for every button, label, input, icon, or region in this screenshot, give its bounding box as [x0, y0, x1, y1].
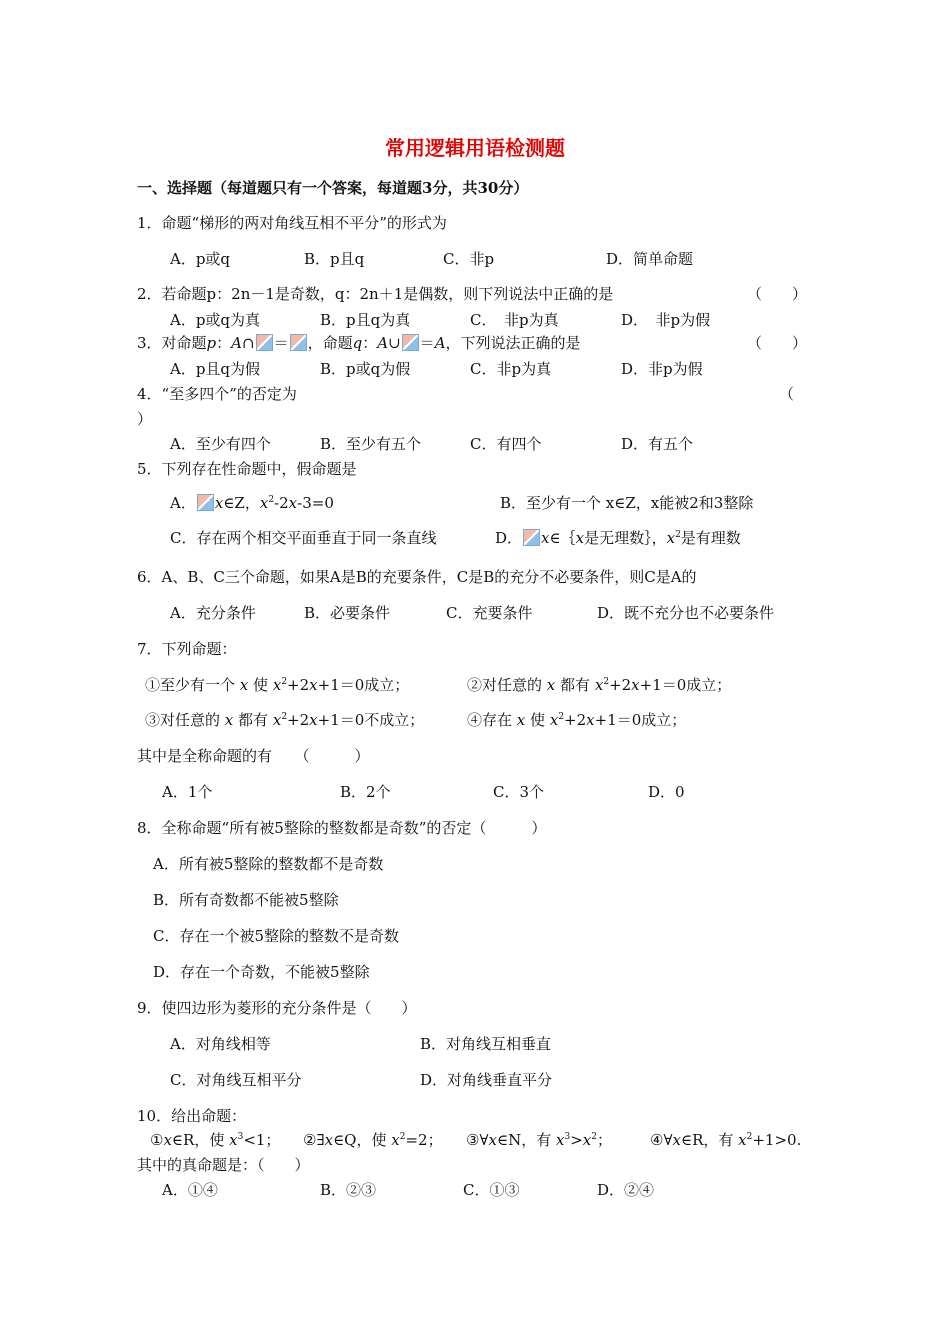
- section-heading: 一、选择题（每道题只有一个答案，每道题3分，共30分）: [137, 179, 529, 197]
- q5-var-x: x: [575, 529, 585, 547]
- q5-text: 是无理数｝，: [584, 529, 667, 547]
- q9-option-c: C．对角线互相平分: [170, 1071, 302, 1089]
- broken-image-icon: [290, 334, 307, 351]
- question-1-stem: 1．命题“梯形的两对角线互相不平分”的形式为: [137, 214, 447, 232]
- q7-text: +2: [564, 711, 587, 729]
- q5-option-c: C．存在两个相交平面垂直于同一条直线: [170, 529, 437, 547]
- q10-item-4: [650, 1130, 801, 1150]
- q7-text: +2: [609, 676, 632, 694]
- q10-text: ④∀: [650, 1131, 673, 1149]
- q9-option-b: B．对角线互相垂直: [420, 1035, 552, 1053]
- q7-option-d: D．0: [648, 783, 685, 801]
- q10-var-x: x: [391, 1131, 400, 1149]
- q5-text: D．: [495, 529, 523, 547]
- q10-text: ∈R，使: [171, 1131, 225, 1149]
- broken-image-icon: [256, 334, 273, 351]
- q4-paren-close: ）: [137, 410, 153, 428]
- q10-text: <1；: [243, 1131, 281, 1149]
- q1-option-b: B．p且q: [304, 250, 365, 268]
- q2-option-a: A．p或q为真: [170, 311, 261, 329]
- q2-answer-paren: （ ）: [747, 285, 808, 303]
- question-3-stem: [137, 333, 581, 353]
- q5-exponent: 2: [675, 530, 681, 540]
- q10-text: =2；: [405, 1131, 443, 1149]
- q7-which: 其中是全称命题的有 （ ）: [137, 747, 370, 765]
- q7-var-x: x: [272, 711, 282, 729]
- question-4-stem: 4．“至多四个”的否定为: [137, 385, 297, 403]
- question-10-stem: 10．给出命题：: [137, 1107, 247, 1125]
- q7-var-x: x: [516, 711, 526, 729]
- q9-option-a: A．对角线相等: [170, 1035, 271, 1053]
- question-7-stem: 7．下列命题：: [137, 640, 237, 658]
- q4-paren-open: （: [779, 385, 795, 403]
- q10-text: ③∀: [466, 1131, 489, 1149]
- q4-option-a: A．至少有四个: [170, 435, 271, 453]
- q6-option-a: A．充分条件: [170, 604, 256, 622]
- q5-text: 是有理数: [680, 529, 741, 547]
- q7-var-x: x: [546, 676, 556, 694]
- q5-option-d: [495, 528, 741, 548]
- q5-text: ∈｛: [549, 529, 576, 547]
- broken-image-icon: [402, 334, 419, 351]
- q10-option-d: D．②④: [597, 1181, 655, 1199]
- q7-text: ②对任意的: [467, 676, 543, 694]
- page-title: 常用逻辑用语检测题: [385, 136, 565, 160]
- q1-option-c: C．非p: [443, 250, 495, 268]
- q10-var-x: x: [163, 1131, 172, 1149]
- q7-exponent: 2: [281, 712, 288, 722]
- q5-text: A．: [170, 494, 196, 512]
- q7-var-x: x: [239, 676, 249, 694]
- q3-cup-symbol: ∪: [388, 334, 401, 352]
- q10-text: +1>0.: [752, 1131, 802, 1149]
- q7-text: 使: [253, 676, 269, 694]
- q3-text: ＝: [273, 334, 289, 352]
- q7-var-x: x: [224, 711, 234, 729]
- q4-option-c: C．有四个: [470, 435, 542, 453]
- q5-text: ∈Z，: [223, 494, 260, 512]
- q7-text: +1＝0不成立；: [317, 711, 425, 729]
- q3-option-b: B．p或q为假: [320, 360, 411, 378]
- q7-text: +1＝0成立；: [639, 676, 732, 694]
- q10-item-3: [466, 1130, 612, 1150]
- q7-var-x: x: [272, 676, 282, 694]
- q10-item-1: [150, 1130, 280, 1150]
- q6-option-b: B．必要条件: [304, 604, 391, 622]
- q6-option-c: C．充要条件: [446, 604, 533, 622]
- q7-var-x: x: [586, 711, 595, 729]
- q8-option-b: B．所有奇数都不能被5整除: [153, 891, 339, 909]
- q3-var-p: p: [206, 334, 217, 352]
- q7-text: 都有: [238, 711, 269, 729]
- q5-text: -2: [274, 494, 289, 512]
- q10-exponent: 2: [746, 1132, 753, 1142]
- q10-text: ①: [150, 1131, 164, 1149]
- q10-option-a: A．①④: [162, 1181, 218, 1199]
- q7-text: ③对任意的: [145, 711, 221, 729]
- q5-option-b: B．至少有一个 x∈Z，x能被2和3整除: [500, 494, 754, 512]
- q6-option-d: D．既不充分也不必要条件: [597, 604, 775, 622]
- question-6-stem: 6．A、B、C三个命题，如果A是B的充要条件，C是B的充分不必要条件，则C是A的: [137, 568, 697, 586]
- broken-image-icon: [197, 494, 214, 511]
- q3-text: ：: [216, 334, 232, 352]
- q7-exponent: 2: [603, 677, 610, 687]
- q5-text: -3=0: [297, 494, 334, 512]
- q10-var-x: x: [582, 1131, 592, 1149]
- q3-text: ，命题: [307, 334, 353, 352]
- q10-text: ②∃: [303, 1131, 325, 1149]
- question-5-stem: 5．下列存在性命题中，假命题是: [137, 460, 357, 478]
- q5-var-x: x: [214, 494, 224, 512]
- q7-var-x: x: [309, 676, 318, 694]
- q3-text: ：: [362, 334, 378, 352]
- q8-option-a: A．所有被5整除的整数都不是奇数: [153, 855, 384, 873]
- q7-text: +2: [287, 676, 310, 694]
- q5-var-x: x: [288, 494, 298, 512]
- q10-which: 其中的真命题是：（ ）: [137, 1156, 310, 1174]
- q4-option-d: D．有五个: [621, 435, 694, 453]
- q3-var-q: q: [352, 334, 363, 352]
- q7-text: ①至少有一个: [145, 676, 236, 694]
- q10-var-x: x: [324, 1131, 334, 1149]
- q3-text: 3．对命题: [137, 334, 207, 352]
- q10-text: ∈Q，使: [333, 1131, 387, 1149]
- q5-var-x: x: [666, 529, 676, 547]
- question-2-stem: 2．若命题p：2n－1是奇数，q：2n＋1是偶数，则下列说法中正确的是: [137, 285, 614, 303]
- q7-text: 使: [530, 711, 546, 729]
- q8-option-c: C．存在一个被5整除的整数不是奇数: [153, 927, 400, 945]
- q7-text: +1＝0成立；: [317, 676, 410, 694]
- q7-exponent: 2: [558, 712, 565, 722]
- q5-option-a: [170, 493, 334, 513]
- q3-answer-paren: （ ）: [747, 334, 808, 352]
- q9-option-d: D．对角线垂直平分: [420, 1071, 553, 1089]
- q3-text: ＝: [419, 334, 435, 352]
- q7-text: 都有: [560, 676, 591, 694]
- q3-option-c: C．非p为真: [470, 360, 552, 378]
- q3-var-a: A: [377, 334, 389, 352]
- question-8-stem: 8．全称命题“所有被5整除的整数都是奇数”的否定（ ）: [137, 819, 547, 837]
- q3-cap-symbol: ∩: [242, 334, 255, 352]
- q3-var-a: A: [231, 334, 243, 352]
- q1-option-d: D．简单命题: [606, 250, 694, 268]
- q10-var-x: x: [488, 1131, 497, 1149]
- q7-option-b: B．2个: [340, 783, 391, 801]
- q5-var-x: x: [541, 529, 550, 547]
- q2-option-d: D． 非p为假: [621, 311, 711, 329]
- q7-var-x: x: [309, 711, 318, 729]
- q7-item-3: [145, 710, 424, 730]
- broken-image-icon: [523, 529, 540, 546]
- q10-exponent: 2: [399, 1132, 406, 1142]
- q10-text: ∈N，有: [496, 1131, 552, 1149]
- q10-var-x: x: [229, 1131, 238, 1149]
- q5-exponent: 2: [268, 495, 275, 505]
- q7-var-x: x: [594, 676, 604, 694]
- q10-option-c: C．①③: [463, 1181, 520, 1199]
- q10-var-x: x: [738, 1131, 747, 1149]
- q7-var-x: x: [631, 676, 640, 694]
- q10-exponent: 3: [237, 1132, 244, 1142]
- q10-item-2: [303, 1130, 443, 1150]
- q10-exponent: 2: [591, 1132, 597, 1142]
- q7-exponent: 2: [281, 677, 288, 687]
- q7-item-2: [467, 675, 731, 695]
- q10-text: ；: [596, 1131, 612, 1149]
- q7-item-4: [467, 710, 686, 730]
- question-9-stem: 9．使四边形为菱形的充分条件是（ ）: [137, 999, 417, 1017]
- q2-option-b: B．p且q为真: [320, 311, 411, 329]
- q7-var-x: x: [549, 711, 559, 729]
- q10-var-x: x: [672, 1131, 681, 1149]
- q5-var-x: x: [259, 494, 269, 512]
- q10-text: ∈R，有: [680, 1131, 734, 1149]
- q1-option-a: A．p或q: [170, 250, 231, 268]
- q10-text: >: [570, 1131, 583, 1149]
- q7-text: +2: [287, 711, 310, 729]
- q7-option-a: A．1个: [162, 783, 213, 801]
- q4-option-b: B．至少有五个: [320, 435, 422, 453]
- q8-option-d: D．存在一个奇数，不能被5整除: [153, 963, 370, 981]
- q3-text: ，下列说法正确的是: [445, 334, 581, 352]
- q7-text: ④存在: [467, 711, 513, 729]
- q2-option-c: C． 非p为真: [470, 311, 559, 329]
- q7-item-1: [145, 675, 409, 695]
- q3-option-a: A．p且q为假: [170, 360, 261, 378]
- q10-exponent: 3: [564, 1132, 571, 1142]
- q3-option-d: D．非p为假: [621, 360, 703, 378]
- q3-var-a: A: [434, 334, 446, 352]
- q10-var-x: x: [555, 1131, 565, 1149]
- q7-text: +1＝0成立；: [594, 711, 687, 729]
- q7-option-c: C．3个: [493, 783, 545, 801]
- q10-option-b: B．②③: [320, 1181, 377, 1199]
